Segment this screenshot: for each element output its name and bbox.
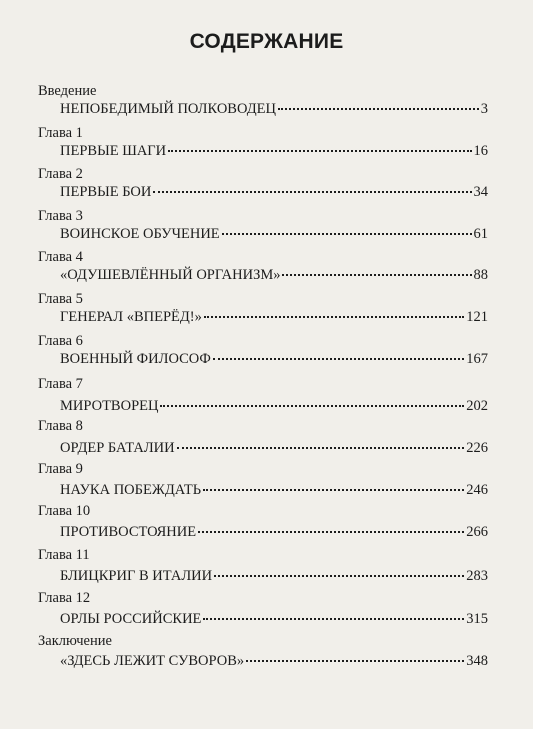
toc-entry <box>38 590 488 628</box>
entry-label: Введение <box>38 83 97 99</box>
dot-leader <box>246 660 464 662</box>
entry-label: Глава 7 <box>38 376 83 392</box>
toc-entry <box>38 125 488 160</box>
toc-entry <box>38 503 488 541</box>
dot-leader <box>177 447 465 449</box>
entry-title: МИРОТВОРЕЦ <box>60 398 159 414</box>
entry-title: ПЕРВЫЕ БОИ <box>60 184 152 200</box>
entry-page-number: 16 <box>473 143 488 159</box>
dot-leader <box>214 575 464 577</box>
entry-title: ПЕРВЫЕ ШАГИ <box>60 143 167 159</box>
toc-entry <box>38 547 488 585</box>
entry-label: Глава 2 <box>38 166 83 182</box>
entry-title: ОРДЕР БАТАЛИИ <box>60 440 175 456</box>
entry-row <box>38 652 488 670</box>
entry-label: Глава 12 <box>38 590 91 606</box>
entry-page-number: 167 <box>466 351 488 367</box>
entry-page-number: 34 <box>473 184 488 200</box>
dot-leader <box>203 489 464 491</box>
entry-page-number: 88 <box>473 267 488 283</box>
toc-entry <box>38 208 488 243</box>
entry-row <box>38 397 488 415</box>
entry-title: «ОДУШЕВЛЁННЫЙ ОРГАНИЗМ» <box>60 267 281 283</box>
entry-page-number: 226 <box>466 440 488 456</box>
entry-row <box>38 100 488 118</box>
entry-title: ГЕНЕРАЛ «ВПЕРЁД!» <box>60 309 202 325</box>
entry-row <box>38 523 488 541</box>
entry-row <box>38 481 488 499</box>
dot-leader <box>278 108 479 110</box>
entry-label: Глава 10 <box>38 503 91 519</box>
page-title: СОДЕРЖАНИЕ <box>189 30 344 53</box>
entry-title: НАУКА ПОБЕЖДАТЬ <box>60 482 202 498</box>
entry-label: Глава 11 <box>38 547 90 563</box>
dot-leader <box>153 191 471 193</box>
entry-row <box>38 183 488 201</box>
entry-title: ВОИНСКОЕ ОБУЧЕНИЕ <box>60 226 220 242</box>
dot-leader <box>204 316 464 318</box>
entry-title: НЕПОБЕДИМЫЙ ПОЛКОВОДЕЦ <box>60 101 276 117</box>
entry-title: ПРОТИВОСТОЯНИЕ <box>60 524 197 540</box>
entry-row <box>38 439 488 457</box>
entry-title: ОРЛЫ РОССИЙСКИЕ <box>60 611 202 627</box>
entry-row <box>38 142 488 160</box>
entry-label: Заключение <box>38 633 112 649</box>
dot-leader <box>203 618 464 620</box>
toc-entry <box>38 166 488 201</box>
entry-row <box>38 225 488 243</box>
toc-entry <box>38 83 488 118</box>
entry-row <box>38 308 488 326</box>
entry-page-number: 246 <box>466 482 488 498</box>
entry-title: «ЗДЕСЬ ЛЕЖИТ СУВОРОВ» <box>60 653 245 669</box>
entry-page-number: 121 <box>466 309 488 325</box>
toc-entry <box>38 418 488 457</box>
toc-entry <box>38 249 488 284</box>
toc-entry <box>38 376 488 415</box>
entry-label: Глава 5 <box>38 291 83 307</box>
entry-row <box>38 266 488 284</box>
entry-page-number: 348 <box>466 653 488 669</box>
entry-row <box>38 350 488 368</box>
entry-label: Глава 1 <box>38 125 83 141</box>
entry-title: БЛИЦКРИГ В ИТАЛИИ <box>60 568 213 584</box>
entry-row <box>38 567 488 585</box>
dot-leader <box>213 358 464 360</box>
entry-page-number: 283 <box>466 568 488 584</box>
toc-entry <box>38 633 488 670</box>
entry-label: Глава 3 <box>38 208 83 224</box>
entry-page-number: 202 <box>466 398 488 414</box>
entry-page-number: 315 <box>466 611 488 627</box>
entry-page-number: 3 <box>480 101 488 117</box>
dot-leader <box>160 405 464 407</box>
entry-page-number: 266 <box>466 524 488 540</box>
entry-label: Глава 4 <box>38 249 83 265</box>
entry-label: Глава 8 <box>38 418 83 434</box>
entry-title: ВОЕННЫЙ ФИЛОСОФ <box>60 351 211 367</box>
entry-label: Глава 6 <box>38 333 83 349</box>
dot-leader <box>168 150 471 152</box>
entry-label: Глава 9 <box>38 461 83 477</box>
toc-entry <box>38 291 488 326</box>
entry-page-number: 61 <box>473 226 488 242</box>
entry-row <box>38 610 488 628</box>
toc-entry <box>38 333 488 368</box>
dot-leader <box>222 233 472 235</box>
dot-leader <box>198 531 464 533</box>
dot-leader <box>282 274 471 276</box>
toc-entry <box>38 461 488 499</box>
